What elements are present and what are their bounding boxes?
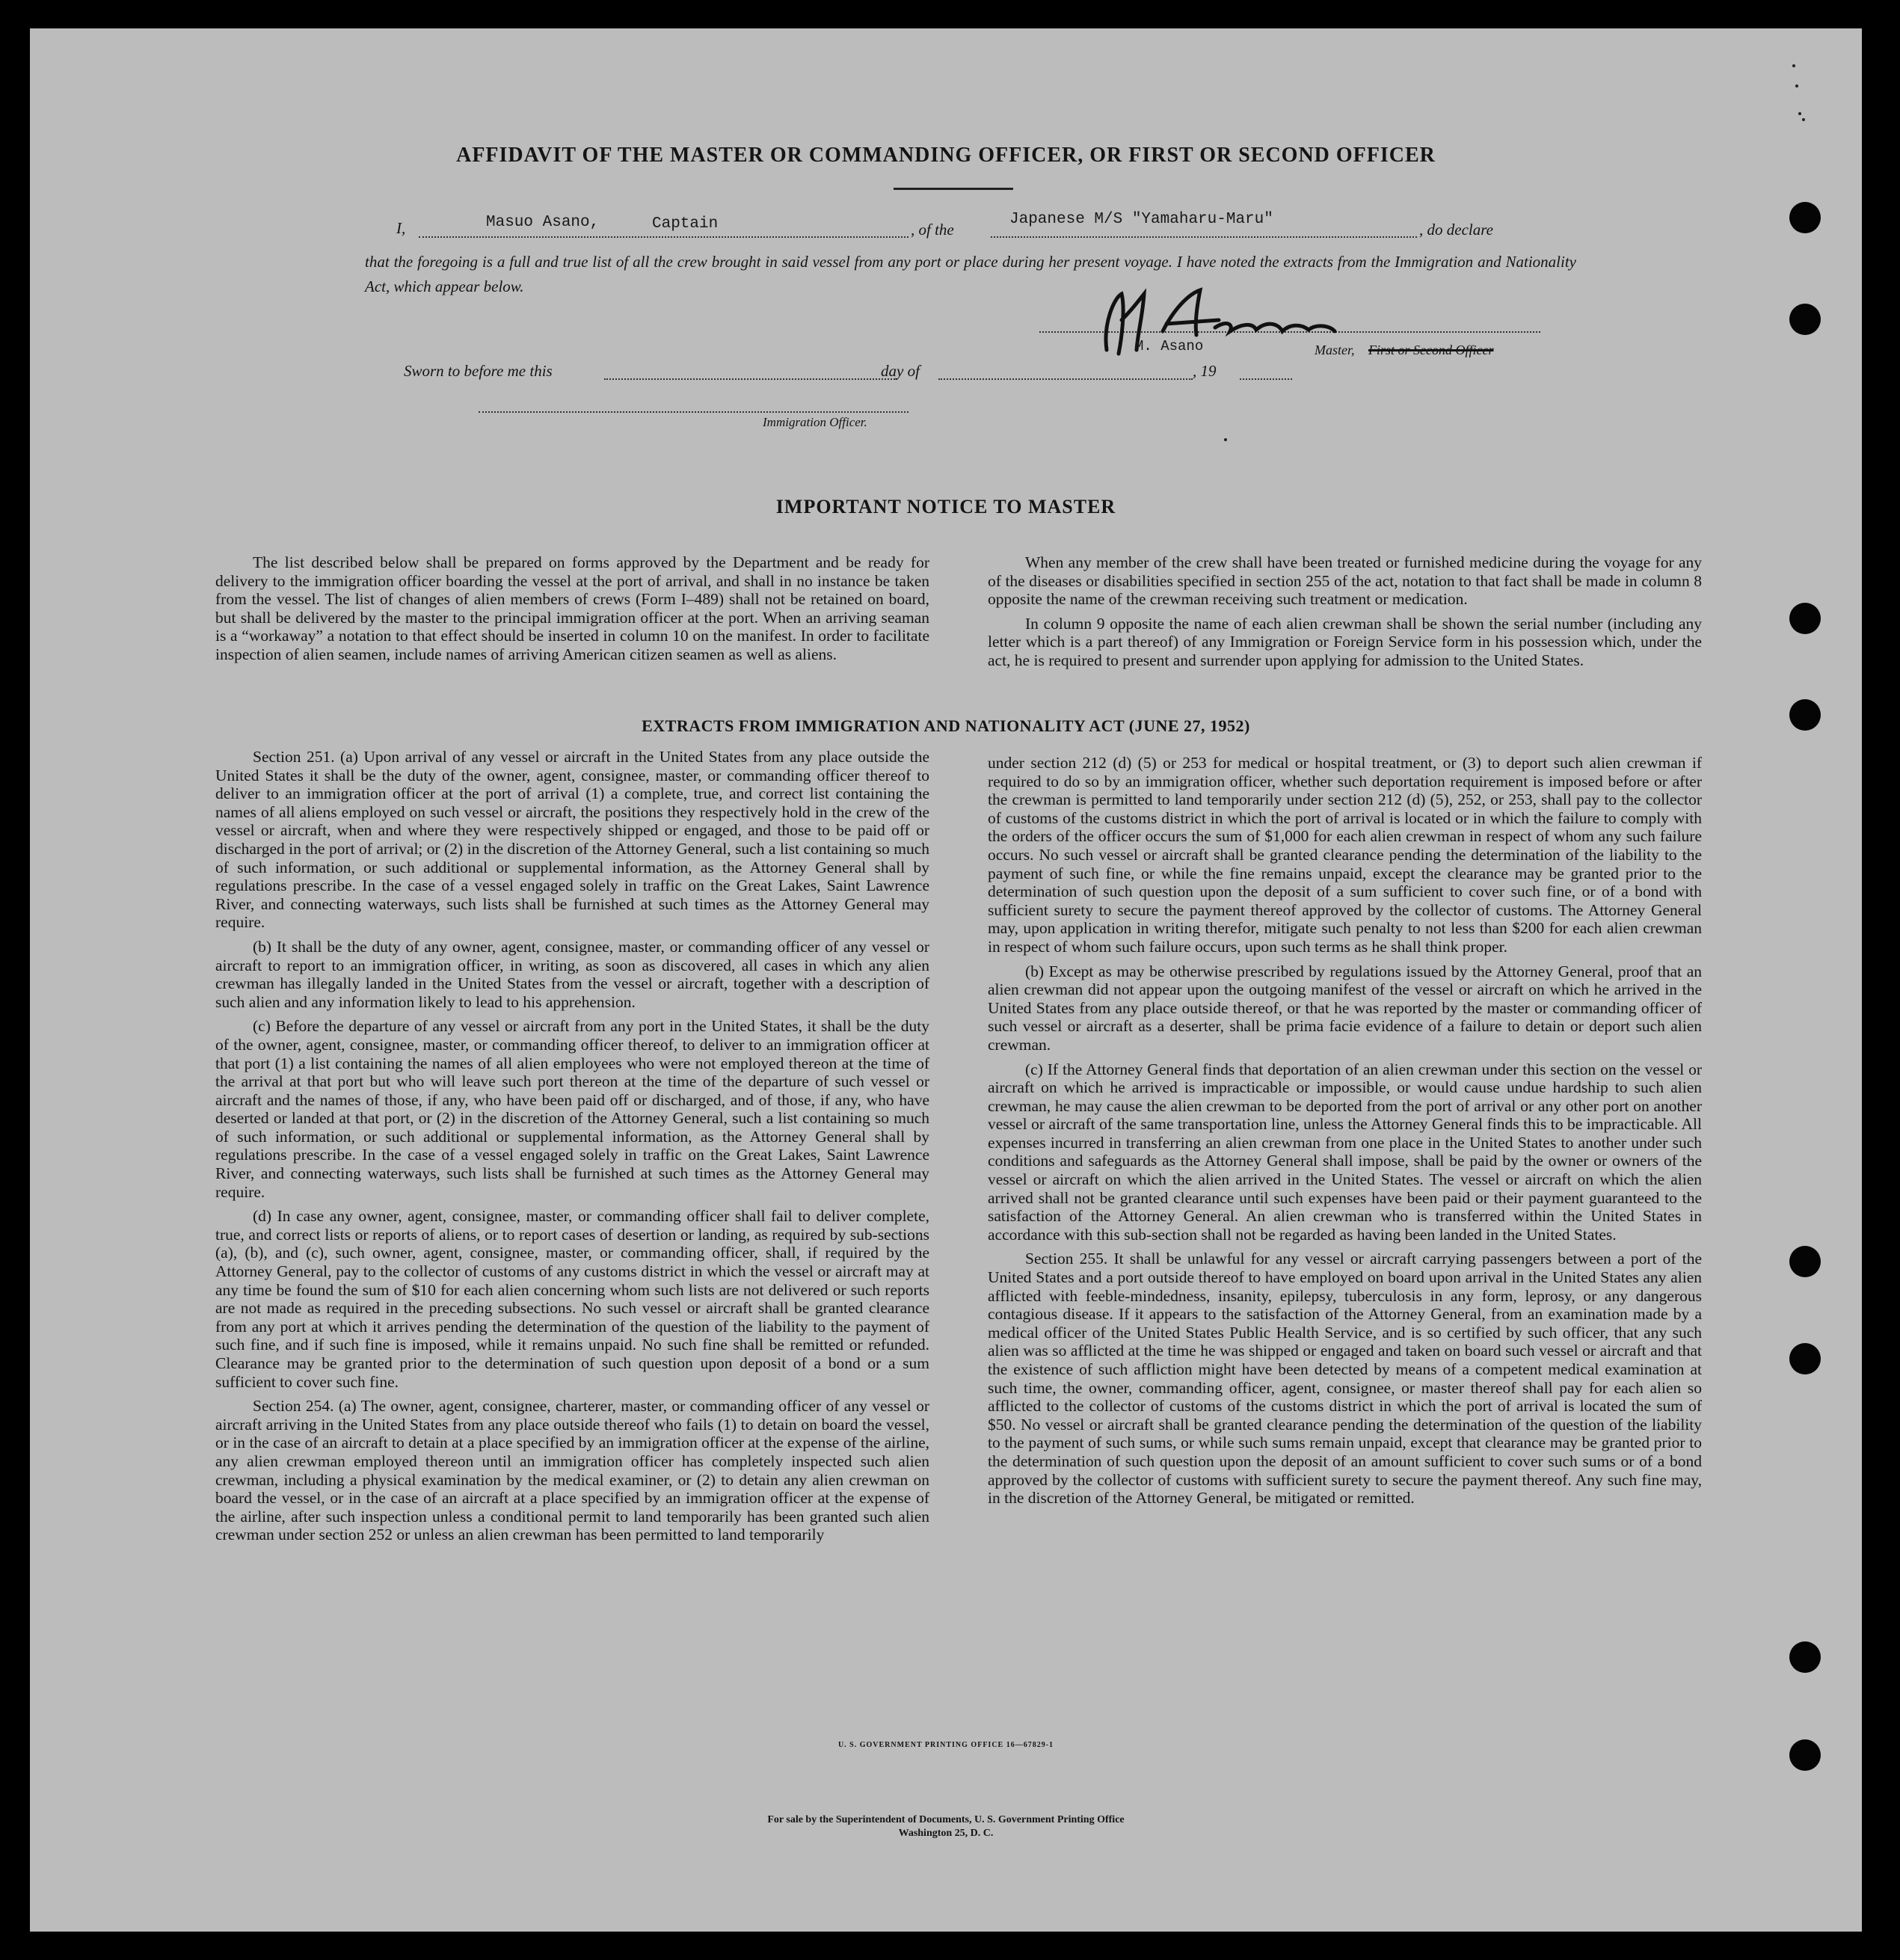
signature-typed-name: M. Asano xyxy=(1135,338,1204,354)
officer-label: Immigration Officer. xyxy=(763,415,867,429)
notice-right-paragraph-1: When any member of the crew shall have been treated or furnished medicine during the voyage for any of the diseases or disabilities specified in section 255 of the act, notation to that fact shall be made in column 8 opposite the name of the crewman receiving such treatment or medication. xyxy=(988,553,1702,609)
section-251-b: (b) It shall be the duty of any owner, agent, consignee, master, or commanding officer of any vessel or aircraft to report to an immigration officer, in writing, as soon as discovered, all cases in which any alien crewman has illegally landed in the United States from the vessel or aircraft, together with a description of such alien and any information likely to lead to his apprehension. xyxy=(215,937,929,1011)
section-254-b: (b) Except as may be otherwise prescribed by regulations issued by the Attorney General, proof that an alien crewman did not appear upon the outgoing manifest of the vessel or aircraft on which he arrived in the United States from any place outside thereof, or that he was reported by the master or commanding officer of such vessel or aircraft as a deserter, shall be prima facie evidence of a failure to detain or deport such alien crewman. xyxy=(988,962,1702,1054)
affidavit-title: AFFIDAVIT OF THE MASTER OR COMMANDING OFFICER, OR FIRST OR SECOND OFFICER xyxy=(456,144,1436,167)
do-declare-text: , do declare xyxy=(1419,221,1493,239)
binder-hole xyxy=(1789,1739,1821,1771)
scan-speck xyxy=(1224,438,1227,441)
declaration-text: that the foregoing is a full and true list of all the crew brought in said vessel from any port or place during her present voyage. I have noted the extracts from the Immigration and Nationality Act, which appear below. xyxy=(365,253,1576,295)
extracts-left-column xyxy=(215,748,929,1550)
notice-right-paragraph-2: In column 9 opposite the name of each alien crewman shall be shown the serial number (including any letter which is a part thereof) of any Immigration or Foreign Service form in his possession which, under the act, he is required to present and surrender upon applying for admission to the United States. xyxy=(988,614,1702,669)
extracts-title: EXTRACTS FROM IMMIGRATION AND NATIONALITY ACT (JUNE 27, 1952) xyxy=(642,716,1250,735)
section-255: Section 255. It shall be unlawful for any vessel or aircraft carrying passengers between a port of the United States and a port outside thereof to have employed on board upon arrival in the United States any alien afflicted with feeble-mindedness, insanity, epilepsy, tuberculosis in any form, leprosy, or any dangerous contagious disease. If it appears to the satisfaction of the Attorney General, from an examination made by a medical officer of the United States Public Health Service, and is so certified by such officer, that any such alien was so afflicted at the time he was shipped or engaged and taken on board such vessel or aircraft and that the existence of such affliction might have been detected by means of a competent medical examination at such time, the owner, commanding officer, agent, consignee, or master thereof shall pay for each alien so afflicted to the collector of customs of the customs district in which the port of arrival is located the sum of $50. No vessel or aircraft shall be granted clearance pending the determination of the question of the liability to the payment of such sums, or while such sums remain unpaid, except that clearance may be granted prior to the determination of such question upon the deposit of an amount sufficient to cover such sums or of a bond approved by the collector of customs with sufficient surety to secure the payment thereof. Any such fine may, in the discretion of the Attorney General, be mitigated or remitted. xyxy=(988,1250,1702,1508)
binder-hole xyxy=(1789,202,1821,233)
year-field xyxy=(1240,378,1292,380)
officer-signature-line xyxy=(479,411,909,413)
binder-hole xyxy=(1789,1343,1821,1374)
year-text: , 19 xyxy=(1193,362,1217,380)
signature-title-struck: First or Second Officer xyxy=(1368,342,1494,357)
section-251-d: (d) In case any owner, agent, consignee, master, or commanding officer shall fail to deliver complete, true, and correct lists or reports of aliens, or to report cases of desertion or landing, as required by sub-sections (a), (b), and (c), such owner, agent, consignee, master, or commanding officer, shall, if required by the Attorney General, pay to the collector of customs of any customs district in which the vessel or aircraft may at any time be found the sum of $10 for each alien concerning whom such lists are not delivered or such reports are not made as required in the preceding subsections. No such vessel or aircraft shall be granted clearance from any port at which it arrives pending the determination of the question of the liability to the payment of such fine, and if such fine is imposed, while it remains unpaid. No such fine shall be remitted or refunded. Clearance may be granted prior to the determination of such question upon deposit of a bond or a sum sufficient to cover such fine. xyxy=(215,1207,929,1391)
scan-speck xyxy=(1792,64,1795,67)
signature-title: Master, xyxy=(1315,342,1355,357)
master-rank: Captain xyxy=(652,215,719,233)
section-251-c: (c) Before the departure of any vessel or aircraft from any port in the United States, it shall be the duty of the owner, agent, consignee, master, or commanding officer thereof, to deliver to an immigration officer at that port (1) a list containing the names of all alien employees who were not employed thereon at the time of the arrival at that port but who will leave such port thereon at the time of the departure of such vessel or aircraft and the names of those, if any, who have been paid off or discharged, and of those, if any, who have deserted or landed at that port, or (2) in the discretion of the Attorney General, such a list containing so much of such information, or such additional or supplemental information, as the Attorney General shall by regulations prescribe. In the case of a vessel engaged solely in traffic on the Great Lakes, Saint Lawrence River, and connecting waterways, such lists shall be furnished at such times as the Attorney General may require. xyxy=(215,1017,929,1201)
extracts-right-column xyxy=(988,754,1702,1514)
month-field xyxy=(938,378,1193,380)
notice-left-column xyxy=(215,553,929,670)
document-page xyxy=(30,28,1862,1932)
declare-i: I, xyxy=(396,219,406,237)
binder-hole xyxy=(1789,304,1821,335)
sale-line-1: For sale by the Superintendent of Documents, U. S. Government Printing Office xyxy=(767,1814,1125,1825)
sworn-text: Sworn to before me this xyxy=(404,362,553,380)
section-254-a-continued: under section 212 (d) (5) or 253 for medical or hospital treatment, or (3) to deport such alien crewman if required to do so by an immigration officer, whether such deportation requirement is imposed before or after the crewman is permitted to land temporarily under section 212 (d) (5), 252, or 253, shall pay to the collector of customs of the customs district in which the port of arrival is located or in which the failure to comply with the orders of the officer occurs the sum of $1,000 for each alien crewman in respect of whom any such failure occurs. No such vessel or aircraft shall be granted clearance pending the determination of the liability to the payment of such fine, or while the fine remains unpaid, except the clearance may be granted prior to the determination of such question upon the deposit of a sum sufficient to cover such fine, or of a bond with sufficient surety to secure the payment thereof approved by the collector of customs. The Attorney General may, upon application in writing therefor, mitigate such penalty to not less than $200 for each alien crewman in respect of whom such failure occurs, upon such terms as he shall think proper. xyxy=(988,754,1702,956)
notice-left-paragraph: The list described below shall be prepared on forms approved by the Department and be ready for delivery to the immigration officer boarding the vessel at the port of arrival, and shall in no instance be taken from the vessel. The list of changes of alien members of crews (Form I–489) shall not be retained on board, but shall be delivered by the master to the principal immigration officer at the port. When an arriving seaman is a “workaway” a notation to that effect should be inserted in column 10 on the manifest. In order to facilitate inspection of alien seamen, include names of arriving American citizen seamen as well as aliens. xyxy=(215,553,929,663)
printer-line: U. S. GOVERNMENT PRINTING OFFICE 16—67829-1 xyxy=(837,1741,1054,1749)
section-251-a: Section 251. (a) Upon arrival of any vessel or aircraft in the United States from any place outside the United States it shall be the duty of the owner, agent, consignee, master, or commanding officer thereof to deliver to an immigration officer at the port of arrival (1) a complete, true, and correct list containing the names of all aliens employed on such vessel or aircraft, the positions they respectively hold in the crew of the vessel or aircraft, when and where they were respectively shipped or engaged, and those to be paid off or discharged in the port of arrival; or (2) in the discretion of the Attorney General, such a list containing so much of such information, or such additional or supplemental information, as the Attorney General shall by regulations prescribe. In the case of a vessel engaged solely in traffic on the Great Lakes, Saint Lawrence River, and connecting waterways, such lists shall be furnished at such times as the Attorney General may require. xyxy=(215,748,929,932)
scan-speck xyxy=(1795,85,1798,87)
notice-title: IMPORTANT NOTICE TO MASTER xyxy=(775,496,1116,517)
vessel-name: Japanese M/S "Yamaharu-Maru" xyxy=(1009,211,1273,228)
binder-hole xyxy=(1789,699,1821,731)
binder-hole xyxy=(1789,1641,1821,1673)
sworn-date-field xyxy=(604,378,897,380)
binder-hole xyxy=(1789,603,1821,634)
sale-line-2: Washington 25, D. C. xyxy=(898,1828,994,1839)
section-254-c: (c) If the Attorney General finds that deportation of an alien crewman under this section on the vessel or aircraft on which he arrived is impracticable or impossible, or would cause undue hardship to such alien crewman, he may cause the alien crewman to be deported from the port of arrival or any other port on another vessel or aircraft of the same transportation line, unless the Attorney General finds this to be impracticable. All expenses incurred in transferring an alien crewman from one place in the United States to another under such conditions and safeguards as the Attorney General shall impose, shall be paid by the owner or owners of the vessel or aircraft on which the alien arrived in the United States. The vessel or aircraft on which the alien arrived shall not be granted clearance until such expenses have been paid or their payment guaranteed to the satisfaction of the Attorney General. An alien crewman who is transferred within the United States in accordance with this sub-section shall not be regarded as having been landed in the United States. xyxy=(988,1060,1702,1244)
notice-right-column xyxy=(988,553,1702,676)
master-name: Masuo Asano, xyxy=(486,214,600,231)
day-of-text: day of xyxy=(881,362,920,380)
title-rule xyxy=(894,188,1013,190)
scan-speck xyxy=(1798,112,1801,115)
scan-speck xyxy=(1802,118,1805,121)
of-the-text: , of the xyxy=(911,221,954,239)
binder-hole xyxy=(1789,1246,1821,1277)
section-254-a: Section 254. (a) The owner, agent, consignee, charterer, master, or commanding officer of any vessel or aircraft arriving in the United States from any place outside thereof who fails (1) to detain on board the vessel, or in the case of an aircraft to detain at a place specified by an immigration officer at the expense of the airline, any alien crewman employed thereon until an immigration officer has completely inspected such alien crewman, including a physical examination by the medical examiner, or (2) to detain any alien crewman on board the vessel, or in the case of an aircraft at a place specified by an immigration officer at the expense of the airline, after such inspection unless a conditional permit to land temporarily has been granted such alien crewman under section 252 or unless an alien crewman has been permitted to land temporarily xyxy=(215,1397,929,1544)
